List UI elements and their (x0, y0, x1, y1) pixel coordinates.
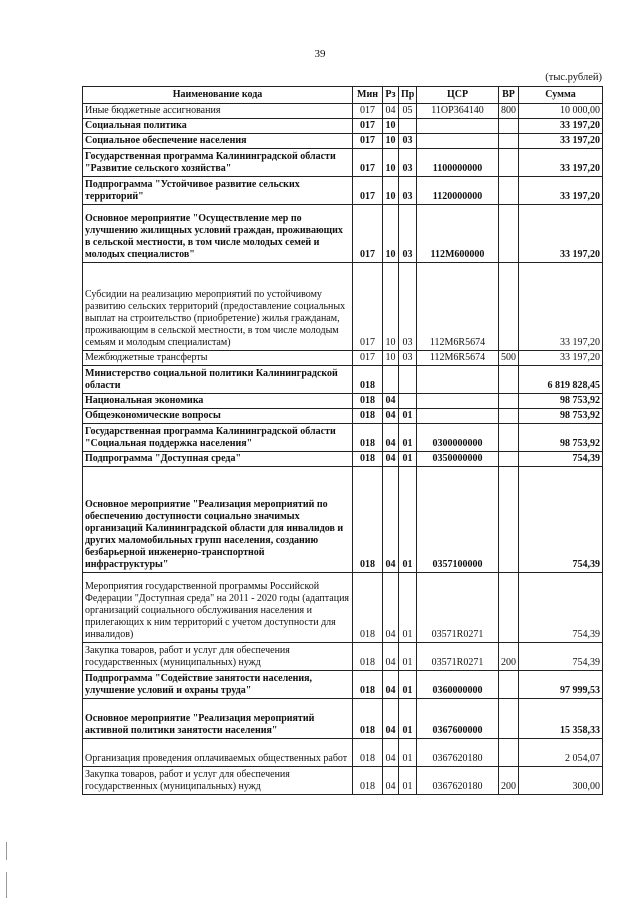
cell-csr: 112М6R5674 (417, 263, 499, 351)
cell-min: 018 (353, 424, 383, 452)
table-row (83, 394, 603, 409)
cell-min: 017 (353, 134, 383, 149)
cell-sum: 33 197,20 (519, 149, 603, 177)
table-row (83, 104, 603, 119)
cell-rz: 10 (383, 205, 399, 263)
cell-csr: 1100000000 (417, 149, 499, 177)
cell-sum: 33 197,20 (519, 134, 603, 149)
cell-min: 018 (353, 671, 383, 699)
table-row (83, 205, 603, 263)
cell-vr (499, 149, 519, 177)
scan-edge-mark (6, 872, 7, 898)
cell-csr (417, 394, 499, 409)
cell-csr: 0350000000 (417, 452, 499, 467)
cell-min: 017 (353, 104, 383, 119)
cell-csr: 11ОР364140 (417, 104, 499, 119)
cell-name: Организация проведения оплачиваемых общественных работ (83, 739, 353, 767)
column-header-vr: ВР (499, 87, 519, 104)
cell-pr (399, 366, 417, 394)
cell-vr (499, 177, 519, 205)
cell-name: Общеэкономические вопросы (83, 409, 353, 424)
cell-sum: 2 054,07 (519, 739, 603, 767)
cell-min: 017 (353, 149, 383, 177)
table-row (83, 177, 603, 205)
cell-min: 017 (353, 205, 383, 263)
cell-sum: 33 197,20 (519, 177, 603, 205)
cell-pr: 01 (399, 671, 417, 699)
cell-pr: 01 (399, 424, 417, 452)
cell-sum: 754,39 (519, 643, 603, 671)
cell-min: 018 (353, 394, 383, 409)
cell-vr (499, 452, 519, 467)
cell-rz: 10 (383, 263, 399, 351)
cell-vr: 500 (499, 351, 519, 366)
cell-name: Подпрограмма "Устойчивое развитие сельских территорий" (83, 177, 353, 205)
cell-pr: 03 (399, 205, 417, 263)
units-label: (тыс.рублей) (545, 72, 602, 83)
cell-vr (499, 573, 519, 643)
cell-rz: 04 (383, 104, 399, 119)
cell-min: 018 (353, 699, 383, 739)
cell-vr (499, 205, 519, 263)
column-header-name: Наименование кода (83, 87, 353, 104)
cell-min: 018 (353, 366, 383, 394)
table-row (83, 643, 603, 671)
table-row (83, 134, 603, 149)
cell-csr: 0360000000 (417, 671, 499, 699)
cell-rz: 04 (383, 467, 399, 573)
cell-rz: 04 (383, 394, 399, 409)
cell-vr (499, 424, 519, 452)
cell-pr: 01 (399, 699, 417, 739)
cell-vr: 200 (499, 643, 519, 671)
cell-vr (499, 409, 519, 424)
table-row (83, 263, 603, 351)
cell-name: Национальная экономика (83, 394, 353, 409)
cell-csr: 0300000000 (417, 424, 499, 452)
cell-name: Закупка товаров, работ и услуг для обеспечения государственных (муниципальных) нужд (83, 767, 353, 795)
cell-vr (499, 467, 519, 573)
table-row (83, 409, 603, 424)
page-number: 39 (314, 48, 326, 60)
cell-sum: 6 819 828,45 (519, 366, 603, 394)
cell-csr: 0357100000 (417, 467, 499, 573)
cell-rz: 04 (383, 452, 399, 467)
cell-name: Основное мероприятие "Реализация мероприятий по обеспечению доступности социально значимых организаций Калининградской области для инвалидов и других маломобильных групп населения, созданию безбарьерной инженерно-транспортной инфраструктуры" (83, 467, 353, 573)
column-header-csr: ЦСР (417, 87, 499, 104)
cell-rz: 10 (383, 177, 399, 205)
cell-csr (417, 134, 499, 149)
cell-min: 018 (353, 767, 383, 795)
cell-rz: 10 (383, 149, 399, 177)
cell-min: 018 (353, 573, 383, 643)
cell-vr (499, 263, 519, 351)
table-row (83, 424, 603, 452)
cell-name: Подпрограмма "Доступная среда" (83, 452, 353, 467)
cell-pr: 03 (399, 351, 417, 366)
cell-csr: 0367600000 (417, 699, 499, 739)
cell-pr: 03 (399, 134, 417, 149)
cell-name: Иные бюджетные ассигнования (83, 104, 353, 119)
cell-sum: 33 197,20 (519, 351, 603, 366)
column-header-rz: Рз (383, 87, 399, 104)
cell-csr (417, 366, 499, 394)
cell-name: Государственная программа Калининградской области "Социальная поддержка населения" (83, 424, 353, 452)
cell-pr: 03 (399, 177, 417, 205)
cell-pr: 01 (399, 452, 417, 467)
cell-pr: 03 (399, 263, 417, 351)
cell-name: Государственная программа Калининградской области "Развитие сельского хозяйства" (83, 149, 353, 177)
table-row (83, 767, 603, 795)
cell-csr: 03571R0271 (417, 643, 499, 671)
table-body (83, 104, 603, 795)
cell-pr: 01 (399, 573, 417, 643)
cell-sum: 15 358,33 (519, 699, 603, 739)
cell-name: Социальная политика (83, 119, 353, 134)
cell-sum: 98 753,92 (519, 394, 603, 409)
cell-vr (499, 699, 519, 739)
cell-sum: 33 197,20 (519, 205, 603, 263)
cell-name: Министерство социальной политики Калининградской области (83, 366, 353, 394)
cell-rz (383, 366, 399, 394)
cell-pr (399, 394, 417, 409)
cell-vr: 800 (499, 104, 519, 119)
cell-min: 018 (353, 409, 383, 424)
cell-name: Социальное обеспечение населения (83, 134, 353, 149)
cell-min: 017 (353, 177, 383, 205)
cell-csr (417, 409, 499, 424)
cell-min: 018 (353, 452, 383, 467)
cell-csr (417, 119, 499, 134)
cell-sum: 754,39 (519, 452, 603, 467)
cell-pr (399, 119, 417, 134)
column-header-sum: Сумма (519, 87, 603, 104)
cell-sum: 754,39 (519, 467, 603, 573)
cell-min: 017 (353, 263, 383, 351)
table-row (83, 351, 603, 366)
cell-pr: 01 (399, 467, 417, 573)
cell-name: Субсидии на реализацию мероприятий по устойчивому развитию сельских территорий (предоставление социальных выплат на строительство (приобретение) жилья гражданам, проживающим в сельской местности, в том числе молодым семьям и молодым специалистам) (83, 263, 353, 351)
cell-name: Подпрограмма "Содействие занятости населения, улучшение условий и охраны труда" (83, 671, 353, 699)
cell-name: Мероприятия государственной программы Российской Федерации "Доступная среда" на 2011 - 2020 годы (адаптация организаций социального обслуживания населения и прилегающих к ним территорий с учетом доступности для инвалидов) (83, 573, 353, 643)
cell-sum: 33 197,20 (519, 119, 603, 134)
cell-pr: 01 (399, 767, 417, 795)
table-row (83, 149, 603, 177)
cell-csr: 112М6R5674 (417, 351, 499, 366)
cell-sum: 97 999,53 (519, 671, 603, 699)
table-row (83, 366, 603, 394)
cell-csr: 112М600000 (417, 205, 499, 263)
table-row (83, 573, 603, 643)
cell-sum: 10 000,00 (519, 104, 603, 119)
table-row (83, 671, 603, 699)
cell-pr: 01 (399, 643, 417, 671)
cell-vr (499, 134, 519, 149)
cell-min: 017 (353, 119, 383, 134)
table-row (83, 467, 603, 573)
cell-vr: 200 (499, 767, 519, 795)
cell-min: 018 (353, 643, 383, 671)
cell-sum: 98 753,92 (519, 424, 603, 452)
cell-csr: 0367620180 (417, 767, 499, 795)
cell-csr: 1120000000 (417, 177, 499, 205)
cell-rz: 04 (383, 424, 399, 452)
cell-min: 017 (353, 351, 383, 366)
column-header-pr: Пр (399, 87, 417, 104)
table-row (83, 699, 603, 739)
cell-name: Межбюджетные трансферты (83, 351, 353, 366)
cell-pr: 05 (399, 104, 417, 119)
cell-min: 018 (353, 739, 383, 767)
column-header-min: Мин (353, 87, 383, 104)
cell-csr: 0367620180 (417, 739, 499, 767)
cell-rz: 04 (383, 671, 399, 699)
cell-rz: 10 (383, 119, 399, 134)
table-row (83, 452, 603, 467)
cell-rz: 04 (383, 699, 399, 739)
cell-rz: 10 (383, 134, 399, 149)
cell-pr: 03 (399, 149, 417, 177)
cell-vr (499, 366, 519, 394)
cell-vr (499, 739, 519, 767)
cell-rz: 10 (383, 351, 399, 366)
table-header-row (83, 87, 603, 104)
table-row (83, 119, 603, 134)
cell-rz: 04 (383, 739, 399, 767)
cell-vr (499, 671, 519, 699)
cell-sum: 300,00 (519, 767, 603, 795)
cell-name: Основное мероприятие "Реализация мероприятий активной политики занятости населения" (83, 699, 353, 739)
cell-pr: 01 (399, 409, 417, 424)
cell-sum: 754,39 (519, 573, 603, 643)
cell-pr: 01 (399, 739, 417, 767)
cell-sum: 98 753,92 (519, 409, 603, 424)
cell-rz: 04 (383, 573, 399, 643)
cell-min: 018 (353, 467, 383, 573)
cell-csr: 03571R0271 (417, 573, 499, 643)
cell-rz: 04 (383, 643, 399, 671)
cell-name: Основное мероприятие "Осуществление мер по улучшению жилищных условий граждан, проживающих в сельской местности, в том числе молодых семей и молодых специалистов" (83, 205, 353, 263)
cell-vr (499, 119, 519, 134)
scan-edge-mark (6, 842, 7, 860)
budget-table (82, 86, 603, 795)
cell-rz: 04 (383, 767, 399, 795)
cell-vr (499, 394, 519, 409)
table-row (83, 739, 603, 767)
cell-rz: 04 (383, 409, 399, 424)
cell-name: Закупка товаров, работ и услуг для обеспечения государственных (муниципальных) нужд (83, 643, 353, 671)
cell-sum: 33 197,20 (519, 263, 603, 351)
